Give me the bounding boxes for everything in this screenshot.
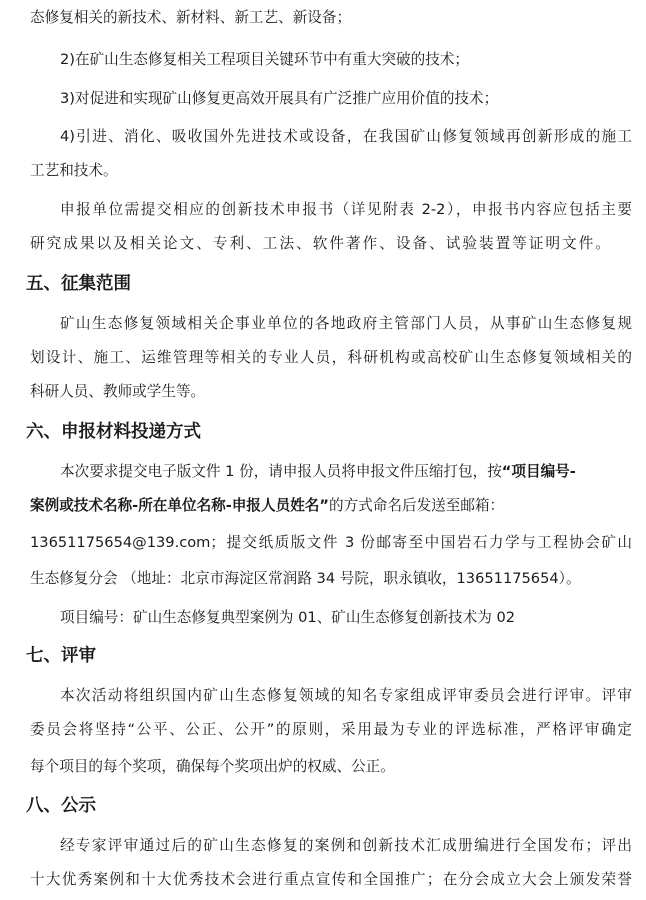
paragraph-line: 申报单位需提交相应的创新技术申报书（详见附表 2-2），申报书内容应包括主要 <box>60 201 632 218</box>
paragraph-line: 每个项目的每个奖项，确保每个奖项出炉的权威、公正。 <box>30 758 395 775</box>
paragraph-line: 委员会将坚持“公平、公正、公开”的原则，采用最为专业的评选标准，严格评审确定 <box>30 721 632 738</box>
section-heading-7: 七、评审 <box>26 646 96 666</box>
paragraph-line <box>30 496 504 516</box>
bold-text: “项目编号- <box>501 463 576 480</box>
paragraph-line: 13651175654@139.com；提交纸质版文件 3 份邮寄至中国岩石力学与工程协会矿山 <box>30 534 632 551</box>
paragraph-line: 生态修复分会 （地址：北京市海淀区常润路 34 号院，职永镇收，13651175654）。 <box>30 570 581 587</box>
paragraph-line: 本次活动将组织国内矿山生态修复领域的知名专家组成评审委员会进行评审。评审 <box>60 687 632 704</box>
list-item-3: 3)对促进和实现矿山修复更高效开展具有广泛推广应用价值的技术； <box>60 90 499 107</box>
text-span: 的方式命名后发送至邮箱： <box>329 497 505 514</box>
paragraph-line: 十大优秀案例和十大优秀技术会进行重点宣传和全国推广；在分会成立大会上颁发荣誉 <box>30 871 632 888</box>
text-span: 本次要求提交电子版文件 1 份，请申报人员将申报文件压缩打包，按 <box>60 463 502 480</box>
bold-text: 案例或技术名称-所在单位名称-申报人员姓名” <box>30 497 329 514</box>
text-line: 态修复相关的新技术、新材料、新工艺、新设备； <box>30 9 352 26</box>
list-item-2: 2)在矿山生态修复相关工程项目关键环节中有重大突破的技术； <box>60 51 470 68</box>
paragraph-line: 经专家评审通过后的矿山生态修复的案例和创新技术汇成册编进行全国发布；评出 <box>60 837 632 854</box>
section-heading-8: 八、公示 <box>26 796 96 816</box>
paragraph-line: 研究成果以及相关论文、专利、工法、软件著作、设备、试验装置等证明文件。 <box>30 235 610 252</box>
paragraph-line <box>60 462 576 482</box>
section-heading-5: 五、征集范围 <box>26 274 131 294</box>
list-item-4-line1: 4)引进、消化、吸收国外先进技术或设备，在我国矿山修复领域再创新形成的施工 <box>60 128 632 145</box>
paragraph-line: 划设计、施工、运维管理等相关的专业人员，科研机构或高校矿山生态修复领域相关的 <box>30 349 632 366</box>
list-item-4-line2: 工艺和技术。 <box>30 162 118 179</box>
paragraph-line: 项目编号：矿山生态修复典型案例为 01、矿山生态修复创新技术为 02 <box>60 609 516 626</box>
paragraph-line: 科研人员、教师或学生等。 <box>30 383 206 400</box>
paragraph-line: 矿山生态修复领域相关企事业单位的各地政府主管部门人员，从事矿山生态修复规 <box>60 315 632 332</box>
section-heading-6: 六、申报材料投递方式 <box>26 422 201 442</box>
